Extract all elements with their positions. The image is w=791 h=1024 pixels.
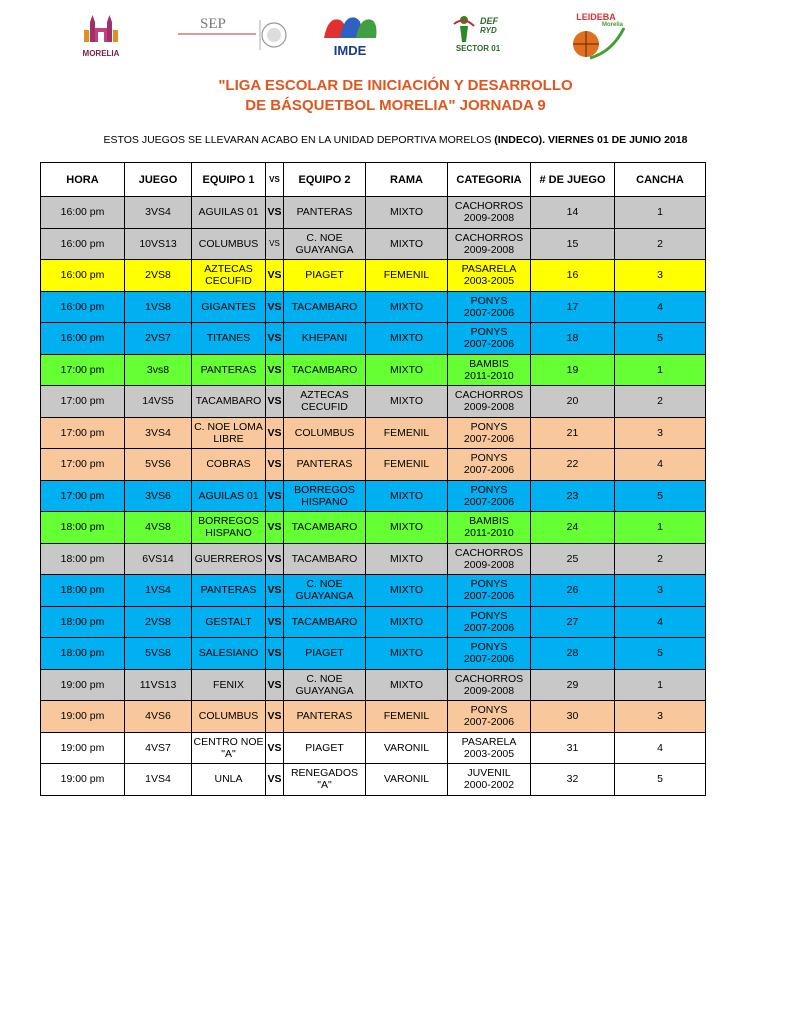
sector-01-logo <box>450 14 506 53</box>
cathedral-icon <box>76 14 126 44</box>
cell-cancha: 3 <box>615 417 706 449</box>
header-juego: JUEGO <box>125 163 192 197</box>
cell-juego: 2VS8 <box>125 260 192 292</box>
cell-vs: VS <box>266 197 284 229</box>
cell-categoria <box>448 354 531 386</box>
cell-vs: VS <box>266 701 284 733</box>
cell-num: 24 <box>531 512 615 544</box>
cell-hora: 19:00 pm <box>41 669 125 701</box>
table-row <box>41 606 706 638</box>
cell-cancha: 1 <box>615 354 706 386</box>
cell-hora: 16:00 pm <box>41 260 125 292</box>
categoria-name: PONYS <box>470 704 508 717</box>
cell-vs: VS <box>266 669 284 701</box>
categoria-name: PONYS <box>470 609 508 622</box>
cell-juego: 3VS4 <box>125 417 192 449</box>
categoria-name: BAMBIS <box>469 357 509 370</box>
cell-juego: 1VS4 <box>125 575 192 607</box>
title-line-1: "LIGA ESCOLAR DE INICIACIÓN Y DESARROLLO <box>218 77 573 94</box>
cell-equipo2: AZTECAS CECUFID <box>284 386 366 418</box>
cell-hora: 16:00 pm <box>41 197 125 229</box>
cell-equipo2: PANTERAS <box>284 197 366 229</box>
cell-equipo1: AZTECAS CECUFID <box>192 260 266 292</box>
header-categoria: CATEGORIA <box>448 163 531 197</box>
imde-logo <box>318 10 382 58</box>
cell-cancha: 5 <box>615 638 706 670</box>
cell-equipo1: PANTERAS <box>192 354 266 386</box>
cell-categoria <box>448 669 531 701</box>
cell-vs: VS <box>266 764 284 796</box>
categoria-years: 2007-2006 <box>463 621 515 634</box>
cell-num: 16 <box>531 260 615 292</box>
cell-vs: VS <box>266 638 284 670</box>
cell-juego: 5VS6 <box>125 449 192 481</box>
cell-equipo2: PIAGET <box>284 732 366 764</box>
cell-cancha: 4 <box>615 732 706 764</box>
cell-hora: 17:00 pm <box>41 449 125 481</box>
categoria-years: 2007-2006 <box>463 464 515 477</box>
table-row <box>41 764 706 796</box>
cell-cancha: 4 <box>615 291 706 323</box>
cell-hora: 18:00 pm <box>41 638 125 670</box>
cell-categoria <box>448 575 531 607</box>
categoria-name: PONYS <box>470 483 508 496</box>
cell-num: 14 <box>531 197 615 229</box>
categoria-years: 2007-2006 <box>463 338 515 351</box>
cell-equipo1: COLUMBUS <box>192 701 266 733</box>
table-row <box>41 354 706 386</box>
cell-juego: 6VS14 <box>125 543 192 575</box>
cell-num: 17 <box>531 291 615 323</box>
table-row <box>41 291 706 323</box>
cell-rama: MIXTO <box>366 512 448 544</box>
cell-juego: 1VS4 <box>125 764 192 796</box>
title-line-2: DE BÁSQUETBOL MORELIA" JORNADA 9 <box>245 97 546 114</box>
categoria-years: 2007-2006 <box>463 590 515 603</box>
categoria-years: 2007-2006 <box>463 432 515 445</box>
table-row <box>41 732 706 764</box>
cell-rama: FEMENIL <box>366 260 448 292</box>
schedule-table <box>40 162 706 796</box>
table-row <box>41 543 706 575</box>
cell-equipo2: TACAMBARO <box>284 512 366 544</box>
cell-equipo1: FENIX <box>192 669 266 701</box>
header-rama: RAMA <box>366 163 448 197</box>
subtitle <box>0 134 791 146</box>
leideba-logo <box>564 12 628 67</box>
cell-equipo2: COLUMBUS <box>284 417 366 449</box>
cell-vs: VS <box>266 228 284 260</box>
cell-vs: VS <box>266 512 284 544</box>
categoria-name: PONYS <box>470 578 508 591</box>
cell-vs: VS <box>266 449 284 481</box>
cell-cancha: 2 <box>615 543 706 575</box>
cell-num: 27 <box>531 606 615 638</box>
cell-cancha: 5 <box>615 480 706 512</box>
cell-num: 21 <box>531 417 615 449</box>
sector-text: SECTOR 01 <box>455 44 501 53</box>
cell-equipo1: TITANES <box>192 323 266 355</box>
cell-rama: FEMENIL <box>366 417 448 449</box>
cell-rama: MIXTO <box>366 543 448 575</box>
cell-juego: 14VS5 <box>125 386 192 418</box>
categoria-years: 2007-2006 <box>463 306 515 319</box>
categoria-name: CACHORROS <box>454 672 524 685</box>
categoria-name: CACHORROS <box>454 389 524 402</box>
categoria-years: 2011-2010 <box>464 369 514 382</box>
cell-cancha: 3 <box>615 260 706 292</box>
cell-hora: 19:00 pm <box>41 732 125 764</box>
cell-equipo1: COLUMBUS <box>192 228 266 260</box>
cell-vs: VS <box>266 543 284 575</box>
categoria-name: JUVENIL <box>467 767 511 780</box>
categoria-name: CACHORROS <box>454 200 524 213</box>
cell-juego: 2VS8 <box>125 606 192 638</box>
cell-hora: 16:00 pm <box>41 323 125 355</box>
cell-juego: 1VS8 <box>125 291 192 323</box>
cell-cancha: 2 <box>615 228 706 260</box>
cell-cancha: 1 <box>615 669 706 701</box>
header-equipo2: EQUIPO 2 <box>284 163 366 197</box>
cell-categoria <box>448 606 531 638</box>
cell-juego: 4VS7 <box>125 732 192 764</box>
table-row <box>41 701 706 733</box>
cell-rama: MIXTO <box>366 291 448 323</box>
cell-equipo2: BORREGOS HISPANO <box>284 480 366 512</box>
header-cancha: CANCHA <box>615 163 706 197</box>
cell-equipo1: TACAMBARO <box>192 386 266 418</box>
categoria-years: 2003-2005 <box>463 275 515 288</box>
cell-equipo2: TACAMBARO <box>284 291 366 323</box>
cell-rama: MIXTO <box>366 386 448 418</box>
leideba-text: LEIDEBA <box>576 12 616 22</box>
table-row <box>41 669 706 701</box>
cell-equipo2: C. NOE GUAYANGA <box>284 228 366 260</box>
cell-vs: VS <box>266 354 284 386</box>
cell-rama: MIXTO <box>366 228 448 260</box>
cell-hora: 18:00 pm <box>41 543 125 575</box>
table-row <box>41 512 706 544</box>
cell-categoria <box>448 449 531 481</box>
categoria-name: PONYS <box>470 641 508 654</box>
cell-hora: 19:00 pm <box>41 764 125 796</box>
cell-equipo2: PIAGET <box>284 638 366 670</box>
cell-categoria <box>448 323 531 355</box>
table-header-row <box>41 163 706 197</box>
table-row <box>41 197 706 229</box>
cell-equipo1: AGUILAS 01 <box>192 197 266 229</box>
categoria-years: 2009-2008 <box>463 401 515 414</box>
cell-hora: 17:00 pm <box>41 480 125 512</box>
cell-hora: 16:00 pm <box>41 291 125 323</box>
header-equipo1: EQUIPO 1 <box>192 163 266 197</box>
cell-hora: 17:00 pm <box>41 417 125 449</box>
cell-num: 29 <box>531 669 615 701</box>
sep-logo <box>178 18 288 57</box>
cell-equipo2: TACAMBARO <box>284 606 366 638</box>
cell-rama: MIXTO <box>366 323 448 355</box>
cell-hora: 17:00 pm <box>41 386 125 418</box>
cell-equipo2: TACAMBARO <box>284 543 366 575</box>
cell-num: 20 <box>531 386 615 418</box>
cell-num: 15 <box>531 228 615 260</box>
table-row <box>41 575 706 607</box>
cell-equipo2: C. NOE GUAYANGA <box>284 575 366 607</box>
cell-vs: VS <box>266 386 284 418</box>
def-text: DEF <box>480 16 498 26</box>
cell-equipo2: C. NOE GUAYANGA <box>284 669 366 701</box>
categoria-years: 2007-2006 <box>463 653 515 666</box>
basketball-icon <box>564 22 628 62</box>
cell-num: 26 <box>531 575 615 607</box>
cell-categoria <box>448 228 531 260</box>
cell-equipo1: SALESIANO <box>192 638 266 670</box>
cell-rama: MIXTO <box>366 354 448 386</box>
cell-cancha: 4 <box>615 449 706 481</box>
table-row <box>41 638 706 670</box>
cell-cancha: 3 <box>615 575 706 607</box>
logos-header <box>0 0 791 70</box>
cell-hora: 18:00 pm <box>41 512 125 544</box>
schedule-body <box>41 197 706 796</box>
cell-juego: 5VS8 <box>125 638 192 670</box>
cell-equipo2: PANTERAS <box>284 701 366 733</box>
cell-cancha: 5 <box>615 764 706 796</box>
cell-vs: VS <box>266 575 284 607</box>
cell-juego: 2VS7 <box>125 323 192 355</box>
cell-equipo1: BORREGOS HISPANO <box>192 512 266 544</box>
cell-num: 30 <box>531 701 615 733</box>
cell-num: 31 <box>531 732 615 764</box>
categoria-name: PONYS <box>470 326 508 339</box>
cell-rama: MIXTO <box>366 669 448 701</box>
cell-categoria <box>448 417 531 449</box>
cell-equipo2: TACAMBARO <box>284 354 366 386</box>
cell-vs: VS <box>266 323 284 355</box>
cell-vs: VS <box>266 606 284 638</box>
morelia-logo-text: MORELIA <box>82 49 120 58</box>
cell-num: 22 <box>531 449 615 481</box>
table-row <box>41 386 706 418</box>
categoria-years: 2007-2006 <box>463 716 515 729</box>
cell-vs: VS <box>266 291 284 323</box>
table-row <box>41 480 706 512</box>
categoria-years: 2009-2008 <box>463 558 515 571</box>
cell-juego: 4VS8 <box>125 512 192 544</box>
cell-rama: VARONIL <box>366 764 448 796</box>
cell-hora: 16:00 pm <box>41 228 125 260</box>
cell-equipo1: COBRAS <box>192 449 266 481</box>
cell-cancha: 3 <box>615 701 706 733</box>
categoria-years: 2009-2008 <box>463 684 515 697</box>
cell-categoria <box>448 512 531 544</box>
cell-rama: MIXTO <box>366 197 448 229</box>
header-num-juego: # DE JUEGO <box>531 163 615 197</box>
cell-vs: VS <box>266 417 284 449</box>
cell-equipo1: GESTALT <box>192 606 266 638</box>
cell-equipo2: RENEGADOS "A" <box>284 764 366 796</box>
cell-rama: MIXTO <box>366 575 448 607</box>
cell-rama: MIXTO <box>366 638 448 670</box>
cell-categoria <box>448 732 531 764</box>
table-row <box>41 449 706 481</box>
cell-categoria <box>448 291 531 323</box>
cell-vs: VS <box>266 732 284 764</box>
categoria-years: 2009-2008 <box>463 243 515 256</box>
cell-cancha: 4 <box>615 606 706 638</box>
categoria-years: 2011-2010 <box>464 527 514 540</box>
cell-num: 23 <box>531 480 615 512</box>
categoria-years: 2009-2008 <box>463 212 515 225</box>
cell-num: 28 <box>531 638 615 670</box>
cell-cancha: 2 <box>615 386 706 418</box>
cell-hora: 18:00 pm <box>41 575 125 607</box>
subtitle-prefix: ESTOS JUEGOS SE LLEVARAN ACABO EN LA UNIDAD DEPORTIVA MORELOS <box>103 134 495 146</box>
cell-juego: 3VS6 <box>125 480 192 512</box>
cell-cancha: 5 <box>615 323 706 355</box>
cell-categoria <box>448 480 531 512</box>
categoria-years: 2003-2005 <box>463 747 515 760</box>
categoria-name: PONYS <box>470 420 508 433</box>
categoria-name: PASARELA <box>461 735 517 748</box>
cell-juego: 4VS6 <box>125 701 192 733</box>
table-row <box>41 323 706 355</box>
morelia-logo <box>76 14 126 58</box>
cell-categoria <box>448 764 531 796</box>
cell-rama: MIXTO <box>366 606 448 638</box>
cell-equipo2: PANTERAS <box>284 449 366 481</box>
cell-categoria <box>448 638 531 670</box>
cell-num: 25 <box>531 543 615 575</box>
cell-rama: VARONIL <box>366 732 448 764</box>
cell-equipo2: PIAGET <box>284 260 366 292</box>
cell-categoria <box>448 543 531 575</box>
categoria-name: PASARELA <box>461 263 517 276</box>
categoria-name: CACHORROS <box>454 546 524 559</box>
cell-categoria <box>448 197 531 229</box>
cell-categoria <box>448 386 531 418</box>
sep-logo-text: SEP <box>200 16 226 32</box>
cell-vs: VS <box>266 260 284 292</box>
cell-rama: FEMENIL <box>366 449 448 481</box>
ryd-text: RYD <box>480 26 497 35</box>
cell-equipo1: CENTRO NOE "A" <box>192 732 266 764</box>
categoria-name: CACHORROS <box>454 231 524 244</box>
categoria-name: BAMBIS <box>469 515 509 528</box>
cell-equipo1: PANTERAS <box>192 575 266 607</box>
cell-equipo1: GUERREROS <box>192 543 266 575</box>
cell-juego: 3vs8 <box>125 354 192 386</box>
cell-vs: VS <box>266 480 284 512</box>
categoria-name: PONYS <box>470 452 508 465</box>
cell-equipo2: KHEPANI <box>284 323 366 355</box>
cell-equipo1: AGUILAS 01 <box>192 480 266 512</box>
cell-equipo1: C. NOE LOMA LIBRE <box>192 417 266 449</box>
cell-juego: 11VS13 <box>125 669 192 701</box>
cell-juego: 10VS13 <box>125 228 192 260</box>
cell-categoria <box>448 701 531 733</box>
cell-num: 18 <box>531 323 615 355</box>
leideba-sub-text: Morelia <box>602 22 624 28</box>
imde-logo-text: IMDE <box>333 43 367 58</box>
categoria-name: PONYS <box>470 294 508 307</box>
table-row <box>41 260 706 292</box>
categoria-years: 2007-2006 <box>463 495 515 508</box>
cell-hora: 19:00 pm <box>41 701 125 733</box>
cell-cancha: 1 <box>615 197 706 229</box>
cell-juego: 3VS4 <box>125 197 192 229</box>
cell-hora: 17:00 pm <box>41 354 125 386</box>
subtitle-bold: (INDECO). VIERNES 01 DE JUNIO 2018 <box>494 134 688 146</box>
cell-rama: FEMENIL <box>366 701 448 733</box>
table-row <box>41 417 706 449</box>
cell-cancha: 1 <box>615 512 706 544</box>
cell-equipo1: GIGANTES <box>192 291 266 323</box>
categoria-years: 2000-2002 <box>463 779 515 792</box>
cell-equipo1: UNLA <box>192 764 266 796</box>
cell-categoria <box>448 260 531 292</box>
header-hora: HORA <box>41 163 125 197</box>
cell-rama: MIXTO <box>366 480 448 512</box>
table-row <box>41 228 706 260</box>
header-vs: VS <box>266 163 284 197</box>
cell-num: 19 <box>531 354 615 386</box>
cell-num: 32 <box>531 764 615 796</box>
cell-hora: 18:00 pm <box>41 606 125 638</box>
